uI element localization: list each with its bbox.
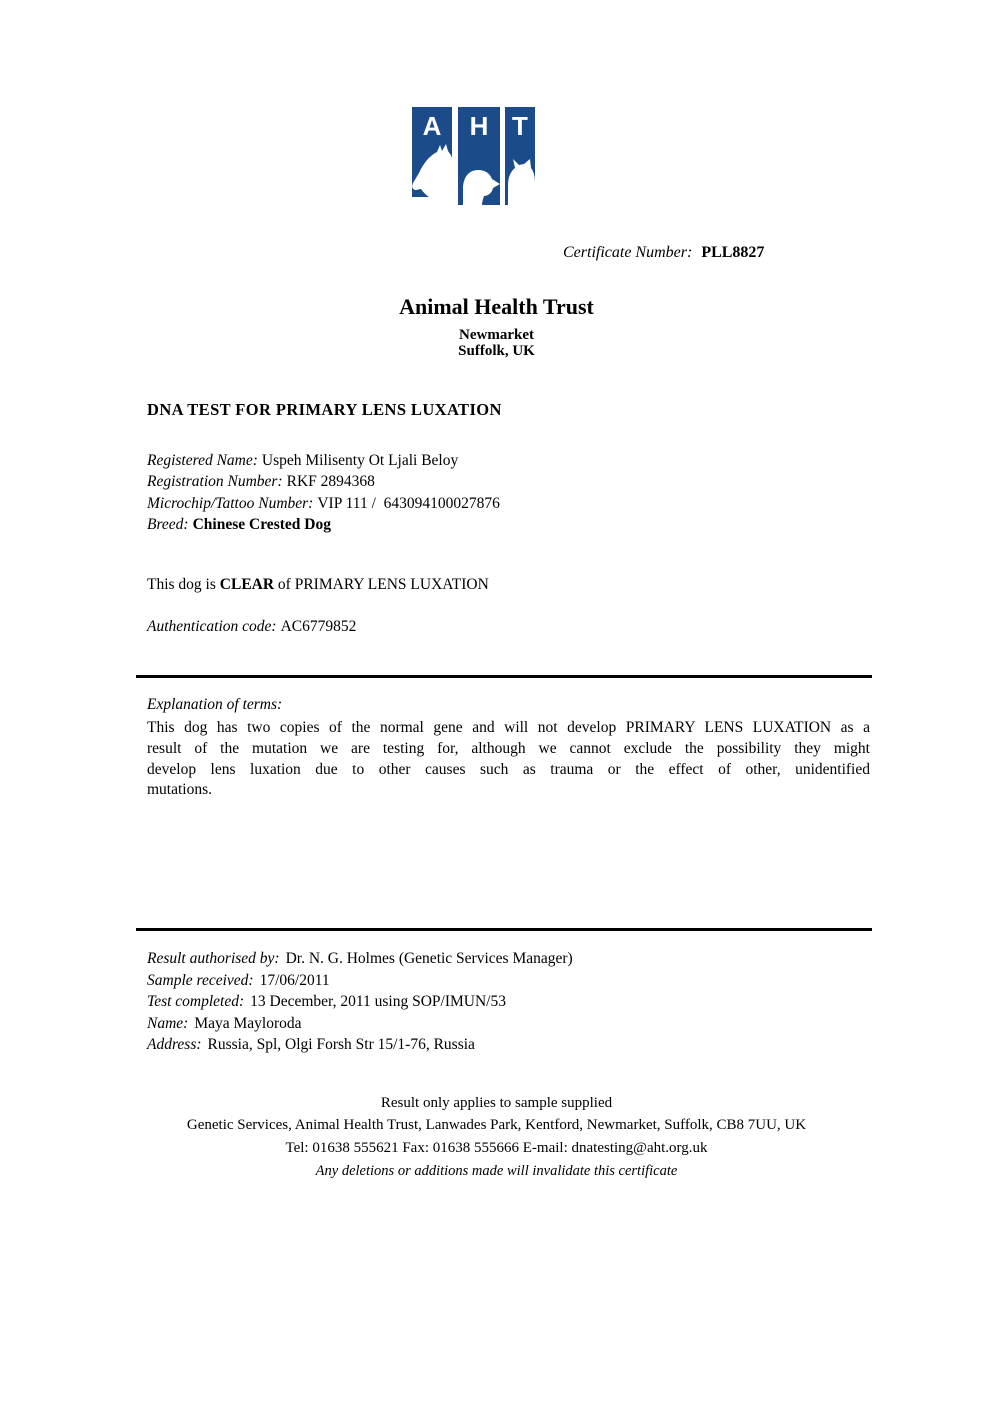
microchip-label: Microchip/Tattoo Number: (147, 494, 314, 512)
logo-panel-a (412, 107, 452, 197)
microchip-value: VIP 111 / 643094100027876 (317, 494, 500, 512)
explanation-heading: Explanation of terms: (147, 696, 283, 713)
test-completed-row (147, 991, 573, 1013)
registration-number-value: RKF 2894368 (286, 473, 375, 491)
logo-panel-h (458, 107, 500, 205)
explanation-line: develop lens luxation due to other causes such as trauma or the effect of other, unidentified (147, 760, 870, 778)
breed-row (147, 514, 500, 535)
authentication-code: AC6779852 (280, 618, 357, 635)
certificate-number-value: PLL8827 (701, 244, 765, 261)
microchip-row (147, 493, 500, 514)
result-condition: PRIMARY LENS LUXATION (294, 576, 489, 593)
authentication-label: Authentication code: (147, 618, 277, 635)
logo-letter-t: T (512, 111, 528, 141)
sample-received-value: 17/06/2011 (259, 971, 330, 989)
result-status: CLEAR (219, 576, 275, 593)
test-heading: DNA TEST FOR PRIMARY LENS LUXATION (147, 400, 502, 419)
footer-disclaimer: Result only applies to sample supplied (380, 1095, 613, 1111)
result-statement (147, 576, 489, 594)
owner-name-value: Maya Mayloroda (194, 1014, 302, 1032)
logo-letter-a: A (422, 111, 442, 141)
breed-label: Breed: (147, 516, 189, 534)
registered-name-row (147, 450, 500, 471)
cat-icon (505, 159, 535, 205)
divider-top (136, 675, 872, 678)
logo-panel-t (505, 107, 535, 205)
owner-address-row (147, 1034, 573, 1056)
footer-contact: Tel: 01638 555621 Fax: 01638 555666 E-mail: dnatesting@aht.org.uk (285, 1140, 708, 1156)
org-location (0, 327, 993, 359)
logo-letter-h: H (469, 111, 489, 141)
certificate-number-label: Certificate Number: (563, 244, 693, 261)
aht-logo (412, 107, 535, 205)
breed-value: Chinese Crested Dog (192, 516, 331, 534)
explanation-line: result of the mutation we are testing for, although we cannot exclude the possibility they might (147, 739, 870, 757)
org-region: Suffolk, UK (458, 343, 535, 359)
sample-received-row (147, 970, 573, 992)
sample-received-label: Sample received: (147, 971, 254, 989)
test-completed-value: 13 December, 2011 using SOP/IMUN/53 (250, 993, 506, 1011)
result-connector: of (277, 576, 291, 593)
result-prefix: This dog is (147, 576, 216, 593)
certificate-number-line (563, 244, 764, 262)
registration-number-row (147, 471, 500, 492)
authorised-by-row (147, 948, 573, 970)
org-city: Newmarket (459, 327, 534, 343)
explanation-line: This dog has two copies of the normal gene and will not develop PRIMARY LENS LUXATION as a (147, 719, 870, 736)
owner-address-value: Russia, Spl, Olgi Forsh Str 15/1-76, Russia (207, 1036, 475, 1054)
registered-name-value: Uspeh Milisenty Ot Ljali Beloy (261, 452, 459, 469)
explanation-line: mutations. (147, 781, 213, 799)
authentication-row (147, 618, 356, 636)
registered-name-label: Registered Name: (147, 452, 258, 469)
footer-address: Genetic Services, Animal Health Trust, Lanwades Park, Kentford, Newmarket, Suffolk, CB8 7UU, UK (186, 1117, 807, 1133)
dog-icon (458, 165, 500, 205)
horse-icon (412, 143, 452, 197)
footer-warning: Any deletions or additions made will invalidate this certificate (315, 1163, 678, 1179)
authorised-by-label: Result authorised by: (147, 950, 280, 967)
authorisation-details (147, 948, 573, 1056)
authorised-by-value: Dr. N. G. Holmes (Genetic Services Manager) (285, 950, 573, 967)
owner-name-label: Name: (147, 1014, 189, 1032)
owner-name-row (147, 1013, 573, 1035)
owner-address-label: Address: (147, 1036, 202, 1054)
divider-bottom (136, 928, 872, 931)
registration-number-label: Registration Number: (147, 473, 283, 491)
org-name: Animal Health Trust (399, 294, 594, 319)
explanation-paragraph (147, 718, 870, 801)
test-completed-label: Test completed: (147, 993, 245, 1011)
dog-info (147, 450, 500, 536)
